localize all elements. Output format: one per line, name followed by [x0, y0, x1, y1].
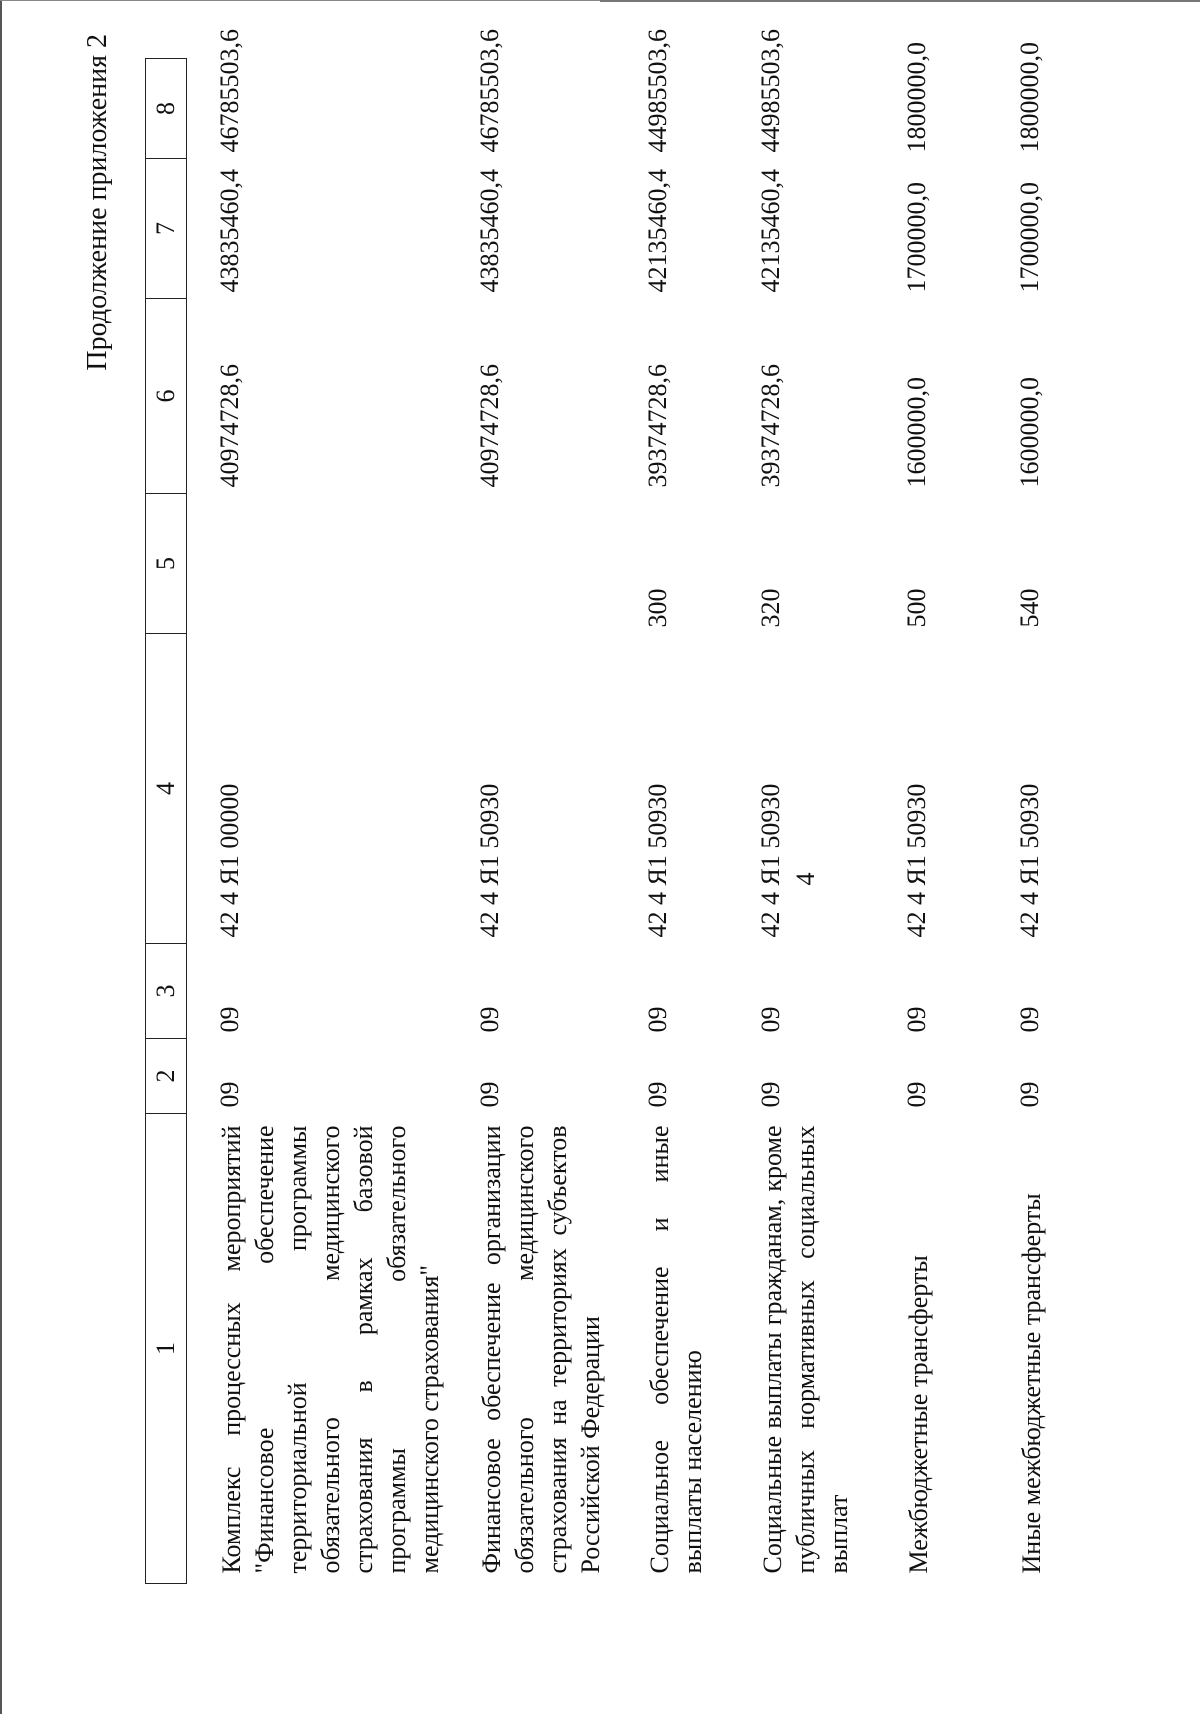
cell-section: 09 — [643, 1081, 672, 1108]
cell-target-code: 42 4 Я1 50930 — [756, 783, 785, 938]
col-header-1: 1 — [146, 1114, 187, 1584]
col-header-6: 6 — [146, 299, 187, 494]
cell-amount-year1: 40974728,6 — [215, 364, 244, 488]
col-header-5: 5 — [146, 494, 187, 634]
cell-amount-year3: 44985503,6 — [643, 29, 672, 153]
table-row — [874, 59, 987, 1584]
table-row — [615, 59, 728, 1584]
cell-target-code: 42 4 Я1 50930 — [1015, 783, 1044, 938]
table-row — [728, 59, 874, 1584]
page-number: 4 — [791, 872, 820, 886]
cell-amount-year2: 1700000,0 — [902, 182, 931, 293]
col-header-4: 4 — [146, 634, 187, 944]
cell-section: 09 — [215, 1081, 244, 1108]
col-header-2: 2 — [146, 1039, 187, 1114]
cell-expense-type — [447, 494, 615, 634]
cell-amount-year1: 39374728,6 — [643, 364, 672, 488]
table-row — [447, 59, 615, 1584]
cell-subsection: 09 — [1015, 1006, 1044, 1033]
cell-amount-year3: 46785503,6 — [475, 29, 504, 153]
cell-section: 09 — [756, 1081, 785, 1108]
cell-amount-year3: 1800000,0 — [1015, 42, 1044, 153]
row-name: Социальное обеспечение и иные выплаты населению — [645, 1125, 707, 1574]
cell-target-code: 42 4 Я1 50930 — [902, 783, 931, 938]
cell-expense-type: 300 — [643, 588, 672, 628]
cell-amount-year2: 42135460,4 — [756, 169, 785, 293]
cell-amount-year3: 44985503,6 — [756, 29, 785, 153]
header-row — [146, 59, 187, 1584]
cell-amount-year2: 42135460,4 — [643, 169, 672, 293]
cell-target-code: 42 4 Я1 50930 — [475, 783, 504, 938]
cell-amount-year1: 1600000,0 — [1015, 377, 1044, 488]
table-row — [987, 59, 1075, 1584]
col-header-3: 3 — [146, 944, 187, 1039]
cell-expense-type — [187, 494, 448, 634]
row-name: Межбюджетные трансферты — [904, 1255, 933, 1574]
cell-expense-type: 540 — [1015, 588, 1044, 628]
cell-amount-year3: 46785503,6 — [215, 29, 244, 153]
cell-amount-year1: 39374728,6 — [756, 364, 785, 488]
row-name: Социальные выплаты гражданам, кроме публичных нормативных социальных выплат — [758, 1125, 853, 1574]
cell-target-code: 42 4 Я1 00000 — [215, 783, 244, 938]
cell-amount-year1: 40974728,6 — [475, 364, 504, 488]
cell-expense-type: 500 — [902, 588, 931, 628]
row-name: Иные межбюджетные трансферты — [1017, 1193, 1046, 1574]
cell-amount-year2: 43835460,4 — [475, 169, 504, 293]
cell-amount-year1: 1600000,0 — [902, 377, 931, 488]
col-header-7: 7 — [146, 159, 187, 299]
cell-subsection: 09 — [215, 1006, 244, 1033]
cell-amount-year2: 43835460,4 — [215, 169, 244, 293]
cell-amount-year2: 1700000,0 — [1015, 182, 1044, 293]
row-name: Финансовое обеспечение организации обязательного медицинского страхования на территориях субъектов Российской Федерации — [477, 1125, 605, 1574]
row-name: Комплекс процессных мероприятий "Финансовое обеспечение территориальной программы обязательного медицинского страхования в рамках базовой программы обязательного медицинского страхования" — [217, 1125, 444, 1574]
continuation-label: Продолжение приложения 2 — [82, 34, 113, 371]
cell-section: 09 — [475, 1081, 504, 1108]
cell-expense-type: 320 — [756, 588, 785, 628]
cell-subsection: 09 — [756, 1006, 785, 1033]
cell-subsection: 09 — [902, 1006, 931, 1033]
budget-table — [145, 29, 1075, 1584]
cell-section: 09 — [902, 1081, 931, 1108]
col-header-8: 8 — [146, 59, 187, 159]
cell-target-code: 42 4 Я1 50930 — [643, 783, 672, 938]
cell-section: 09 — [1015, 1081, 1044, 1108]
cell-amount-year3: 1800000,0 — [902, 42, 931, 153]
table-row — [187, 59, 448, 1584]
cell-subsection: 09 — [643, 1006, 672, 1033]
cell-subsection: 09 — [475, 1006, 504, 1033]
